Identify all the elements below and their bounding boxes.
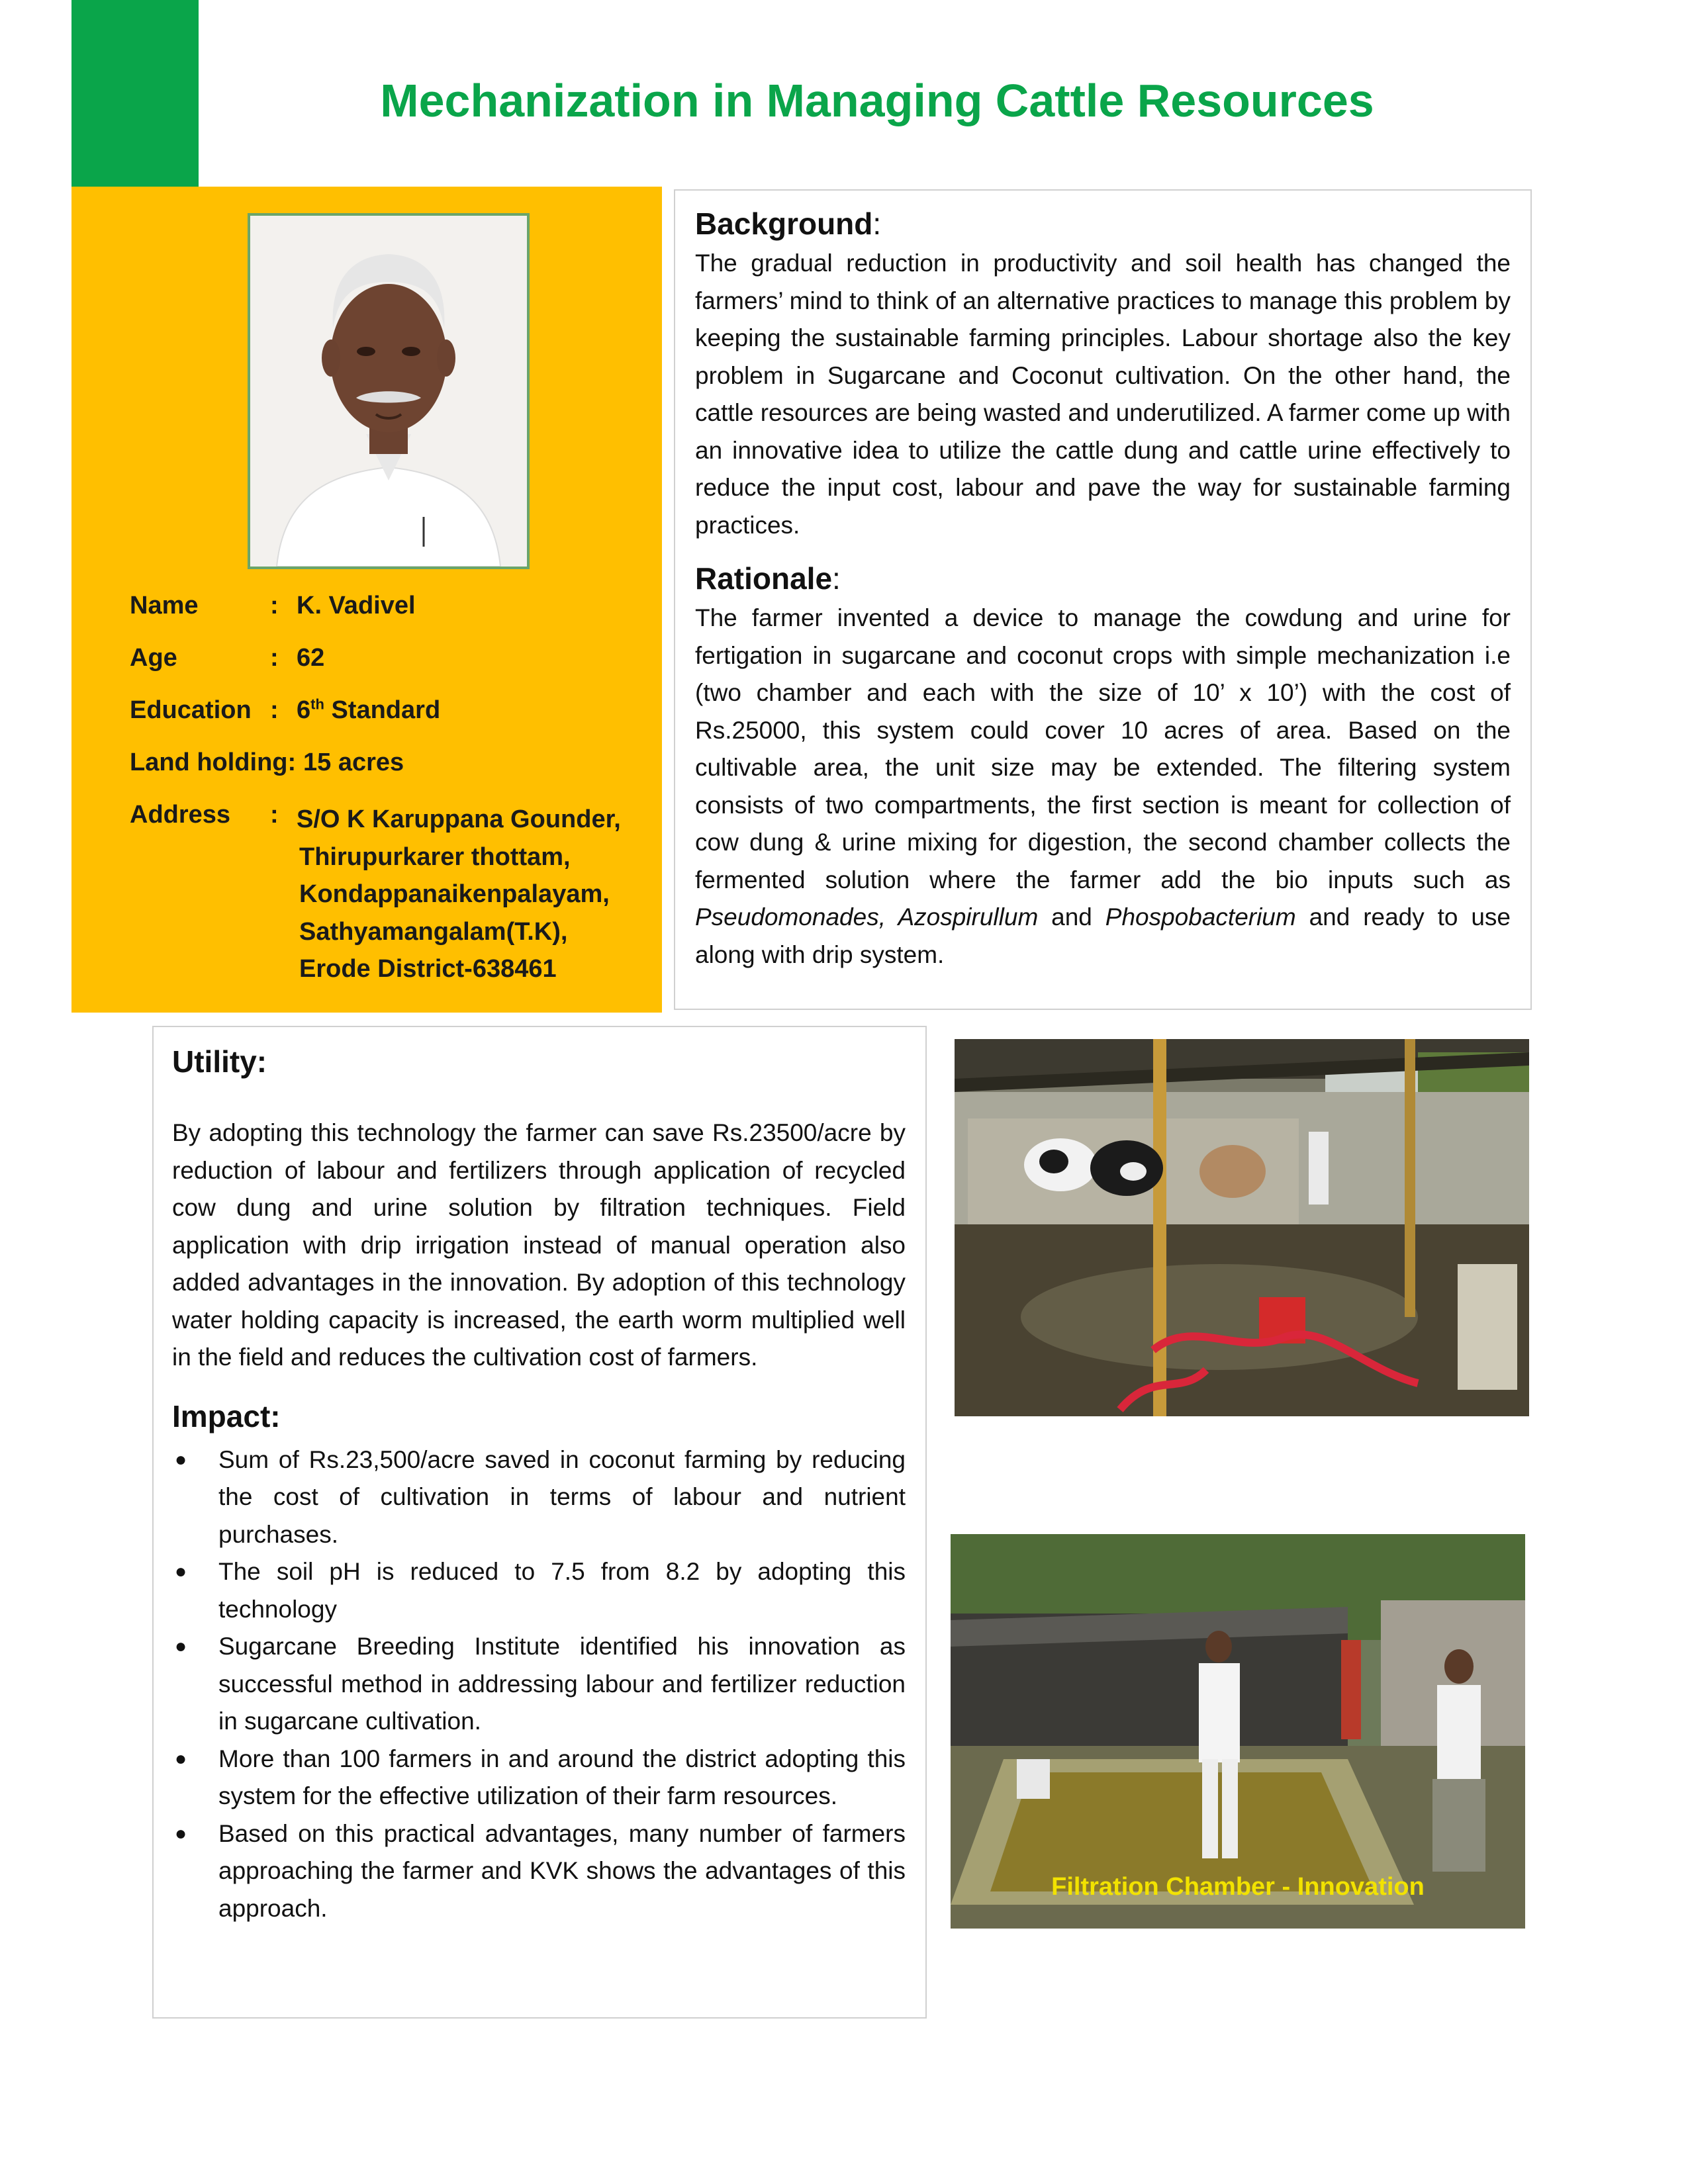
bullet-icon: ● — [175, 1561, 187, 1582]
address-line: Kondappanaikenpalayam, — [299, 880, 610, 908]
farmer-portrait-photo — [248, 213, 530, 569]
bacteria-name: Phospobacterium — [1105, 903, 1296, 931]
name-label: Name — [130, 592, 199, 619]
colon: : — [270, 801, 279, 829]
bullet-icon: ● — [175, 1635, 187, 1657]
address-row — [130, 801, 659, 983]
farmer-profile-panel — [71, 187, 662, 1013]
background-heading: Background: — [695, 206, 882, 241]
page-title: Mechanization in Managing Cattle Resources — [380, 75, 1374, 126]
address-line: Sathyamangalam(T.K), — [299, 917, 568, 946]
green-accent-bar — [71, 0, 199, 187]
address-line: Thirupurkarer thottam, — [299, 842, 571, 871]
education-suffix: th — [310, 696, 324, 713]
education-rest: Standard — [324, 696, 441, 724]
land-holding-label: Land holding: — [130, 749, 297, 776]
age-row — [130, 644, 659, 696]
land-holding-value: 15 acres — [303, 749, 404, 776]
utility-impact-box — [152, 1026, 927, 2019]
name-row — [130, 592, 659, 644]
rationale-text: The farmer invented a device to manage the cowdung and urine for fertigation in sugarcane and coconut crops with simple mechanization i.e (two chamber and each with the size of 10’ x 10’) with the cost of Rs.25000, this system could cover 10 acres of area. Based on the cultivable area, the unit size may be extended. The filtering system consists of two compartments, the first section is meant for collection of cow dung & urine mixing for digestion, the second chamber collects the fermented solution where the farmer add the bio inputs such as Pseudomonades, Azospirullum and Phospobacterium and ready to use along with drip system. — [695, 604, 1511, 968]
education-number: 6 — [297, 696, 311, 724]
colon: : — [270, 696, 279, 724]
background-rationale-box — [674, 189, 1532, 1010]
bullet-icon: ● — [175, 1822, 187, 1844]
bacteria-names: Pseudomonades, Azospirullum — [695, 903, 1039, 931]
utility-heading: Utility: — [172, 1044, 267, 1079]
farmer-details — [130, 592, 659, 983]
list-item: ● Based on this practical advantages, many number of farmers approaching the farmer and KVK shows the advantages of this approach. — [172, 1815, 906, 1928]
filtration-chamber-photo — [951, 1534, 1525, 1929]
address-line: S/O K Karuppana Gounder, — [297, 805, 621, 833]
education-row — [130, 696, 659, 749]
address-value — [297, 801, 621, 988]
list-item: ● Sum of Rs.23,500/acre saved in coconut farming by reducing the cost of cultivation in terms of labour and nutrient purchases. — [172, 1441, 906, 1554]
education-label: Education — [130, 696, 252, 724]
education-value — [297, 696, 440, 725]
cattle-shed-photo — [955, 1039, 1529, 1416]
list-item: ● The soil pH is reduced to 7.5 from 8.2 by adopting this technology — [172, 1553, 906, 1628]
age-value: 62 — [297, 644, 325, 672]
background-text: The gradual reduction in productivity and soil health has changed the farmers’ mind to think of an alternative practices to manage this problem by keeping the sustainable farming principles. Labour shortage also the key problem in Sugarcane and Coconut cultivation. On the other hand, the cattle resources are being wasted and underutilized. A farmer come up with an innovative idea to utilize the cattle dung and cattle urine effectively to reduce the input cost, labour and pave the way for sustainable farming practices. — [695, 250, 1511, 539]
photo-caption: Filtration Chamber - Innovation — [1051, 1873, 1425, 1901]
colon: : — [270, 644, 279, 672]
rationale-heading: Rationale: — [695, 561, 841, 596]
address-line: Erode District-638461 — [299, 955, 557, 983]
bullet-icon: ● — [175, 1448, 187, 1471]
address-label: Address — [130, 801, 231, 829]
list-item: ● Sugarcane Breeding Institute identified his innovation as successful method in addressing labour and fertilizer reduction in sugarcane cultivation. — [172, 1628, 906, 1741]
bullet-icon: ● — [175, 1747, 187, 1770]
name-value: K. Vadivel — [297, 592, 416, 619]
land-holding-row — [130, 749, 659, 801]
impact-list — [172, 1441, 906, 1928]
colon: : — [270, 592, 279, 619]
utility-text: By adopting this technology the farmer can save Rs.23500/acre by reduction of labour and fertilizers through application of recycled cow dung and urine solution by filtration techniques. Field application with drip irrigation instead of manual operation also added advantages in the innovation. By adoption of this technology water holding capacity is increased, the earth worm multiplied well in the field and reduces the cultivation cost of farmers. — [172, 1119, 906, 1371]
impact-heading: Impact: — [172, 1398, 281, 1433]
list-item: ● More than 100 farmers in and around the district adopting this system for the effective utilization of their farm resources. — [172, 1741, 906, 1815]
age-label: Age — [130, 644, 177, 672]
